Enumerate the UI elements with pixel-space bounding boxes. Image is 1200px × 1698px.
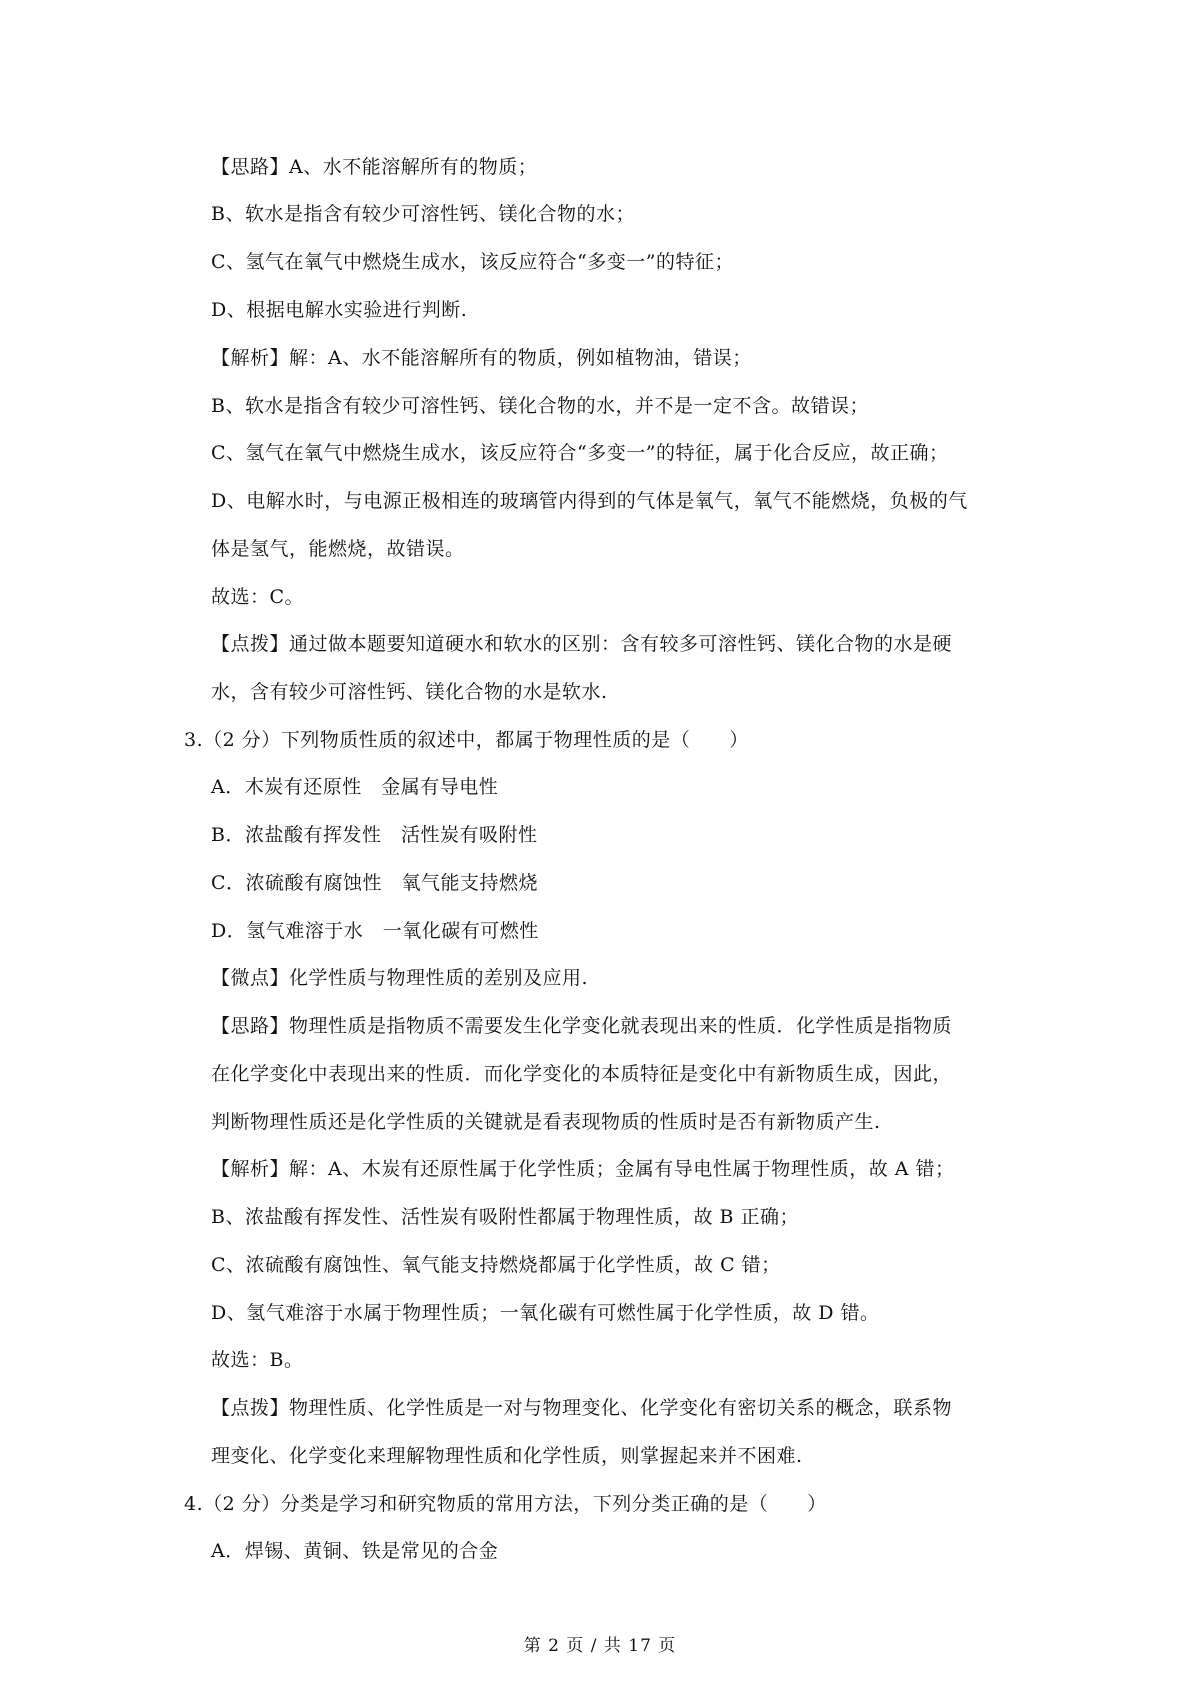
option-a: A．木炭有还原性 金属有导电性 <box>211 776 499 798</box>
text-line: C、氢气在氧气中燃烧生成水，该反应符合“多变一”的特征，属于化合反应，故正确； <box>211 442 949 464</box>
option-a: A．焊锡、黄铜、铁是常见的合金 <box>211 1540 499 1562</box>
text-line: 【解析】解：A、水不能溶解所有的物质，例如植物油，错误； <box>211 347 752 369</box>
text-line: 【思路】A、水不能溶解所有的物质； <box>211 156 538 178</box>
text-line: 【点拨】物理性质、化学性质是一对与物理变化、化学变化有密切关系的概念，联系物 <box>211 1397 953 1419</box>
text-line: 水，含有较少可溶性钙、镁化合物的水是软水. <box>211 681 608 703</box>
text-line: C、浓硫酸有腐蚀性、氧气能支持燃烧都属于化学性质，故 C 错； <box>211 1254 781 1276</box>
question-4-stem: 4.（2 分）分类是学习和研究物质的常用方法，下列分类正确的是（ ） <box>184 1493 827 1515</box>
page-footer: 第 2 页 / 共 17 页 <box>523 1636 677 1656</box>
text-line: B、软水是指含有较少可溶性钙、镁化合物的水； <box>211 203 635 225</box>
text-line: 理变化、化学变化来理解物理性质和化学性质，则掌握起来并不困难. <box>211 1445 803 1467</box>
text-line: 【思路】物理性质是指物质不需要发生化学变化就表现出来的性质．化学性质是指物质 <box>211 1015 953 1037</box>
text-line: B、软水是指含有较少可溶性钙、镁化合物的水，并不是一定不含。故错误； <box>211 395 869 417</box>
option-c: C．浓硫酸有腐蚀性 氧气能支持燃烧 <box>211 872 539 894</box>
text-line: D、氢气难溶于水属于物理性质；一氧化碳有可燃性属于化学性质，故 D 错。 <box>211 1302 880 1324</box>
text-line: D、根据电解水实验进行判断. <box>211 299 468 321</box>
text-line: 故选：C。 <box>211 586 305 608</box>
text-line: D、电解水时，与电源正极相连的玻璃管内得到的气体是氧气，氧气不能燃烧，负极的气 <box>211 490 968 512</box>
text-line: 体是氢气，能燃烧，故错误。 <box>211 538 465 560</box>
text-line: C、氢气在氧气中燃烧生成水，该反应符合“多变一”的特征； <box>211 251 734 273</box>
text-line: 【点拨】通过做本题要知道硬水和软水的区别：含有较多可溶性钙、镁化合物的水是硬 <box>211 633 953 655</box>
text-line: B、浓盐酸有挥发性、活性炭有吸附性都属于物理性质，故 B 正确； <box>211 1206 800 1228</box>
question-3-stem: 3.（2 分）下列物质性质的叙述中，都属于物理性质的是（ ） <box>184 729 749 751</box>
text-line: 在化学变化中表现出来的性质．而化学变化的本质特征是变化中有新物质生成，因此， <box>211 1063 953 1085</box>
text-line: 【微点】化学性质与物理性质的差别及应用. <box>211 967 589 989</box>
text-line: 【解析】解：A、木炭有还原性属于化学性质；金属有导电性属于物理性质，故 A 错； <box>211 1158 955 1180</box>
text-line: 判断物理性质还是化学性质的关键就是看表现物质的性质时是否有新物质产生. <box>211 1111 881 1133</box>
option-b: B．浓盐酸有挥发性 活性炭有吸附性 <box>211 824 538 846</box>
text-line: 故选：B。 <box>211 1349 304 1371</box>
option-d: D．氢气难溶于水 一氧化碳有可燃性 <box>211 920 539 942</box>
